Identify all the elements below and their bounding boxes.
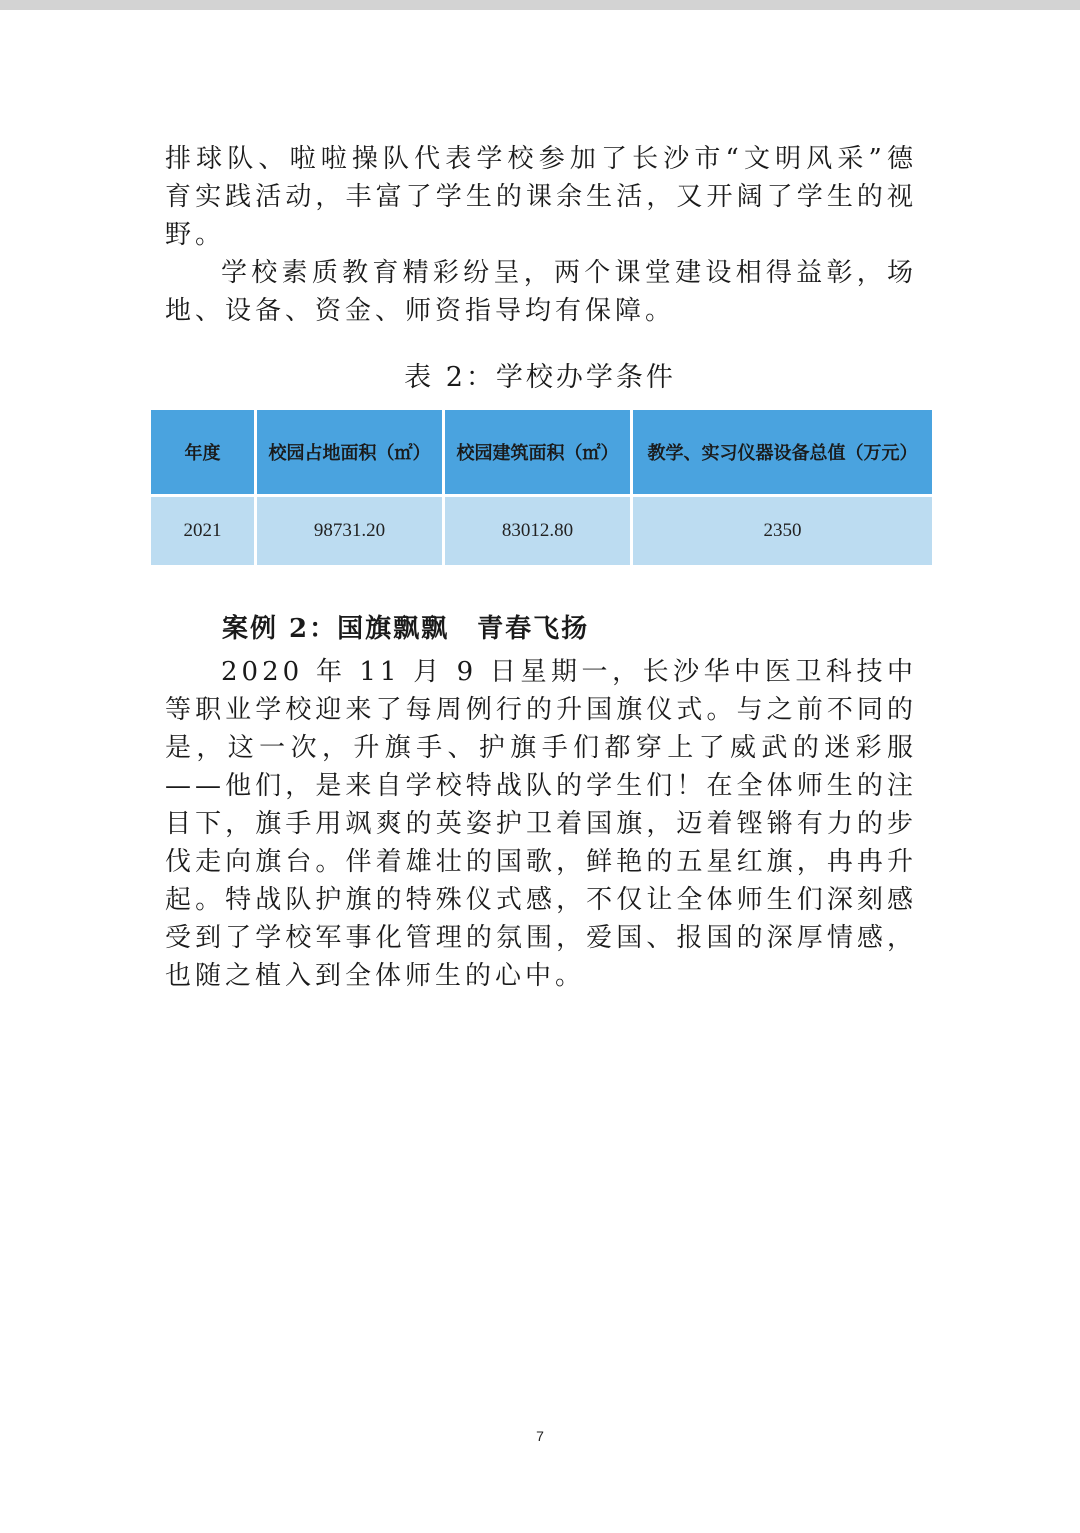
paragraph-quality-education: 学校素质教育精彩纷呈，两个课堂建设相得益彰，场地、设备、资金、师资指导均有保障。 — [165, 258, 917, 326]
school-conditions-table — [148, 407, 935, 568]
case-paragraph: 2020 年 11 月 9 日星期一，长沙华中医卫科技中等职业学校迎来了每周例行的升国旗仪式。与之前不同的是，这一次，升旗手、护旗手们都穿上了威武的迷彩服——他们，是来自学校特战队的学生们！在全体师生的注目下，旗手用飒爽的英姿护卫着国旗，迈着铿锵有力的步伐走向旗台。伴着雄壮的国歌，鲜艳的五星红旗，冉冉升起。特战队护旗的特殊仪式感，不仅让全体师生们深刻感受到了学校军事化管理的氛围，爱国、报国的深厚情感，也随之植入到全体师生的心中。 — [165, 657, 917, 991]
case-body-block — [165, 653, 917, 995]
table-caption: 表 2：学校办学条件 — [404, 362, 676, 393]
header-building-area: 校园建筑面积（㎡） — [444, 409, 632, 496]
header-campus-area: 校园占地面积（㎡） — [256, 409, 444, 496]
page-number: 7 — [536, 1428, 544, 1444]
top-border-bar — [0, 0, 1080, 10]
cell-year: 2021 — [150, 496, 256, 567]
table-header-row — [150, 409, 934, 496]
intro-text-block — [165, 140, 917, 330]
header-equipment-value: 教学、实习仪器设备总值（万元） — [632, 409, 934, 496]
cell-building-area: 83012.80 — [444, 496, 632, 567]
cell-equipment-value: 2350 — [632, 496, 934, 567]
table-row — [150, 496, 934, 567]
cell-campus-area: 98731.20 — [256, 496, 444, 567]
case-title: 案例 2：国旗飘飘 青春飞扬 — [222, 614, 590, 644]
header-year: 年度 — [150, 409, 256, 496]
paragraph-activities: 排球队、啦啦操队代表学校参加了长沙市“文明风采”德育实践活动，丰富了学生的课余生活，又开阔了学生的视野。 — [165, 144, 917, 250]
